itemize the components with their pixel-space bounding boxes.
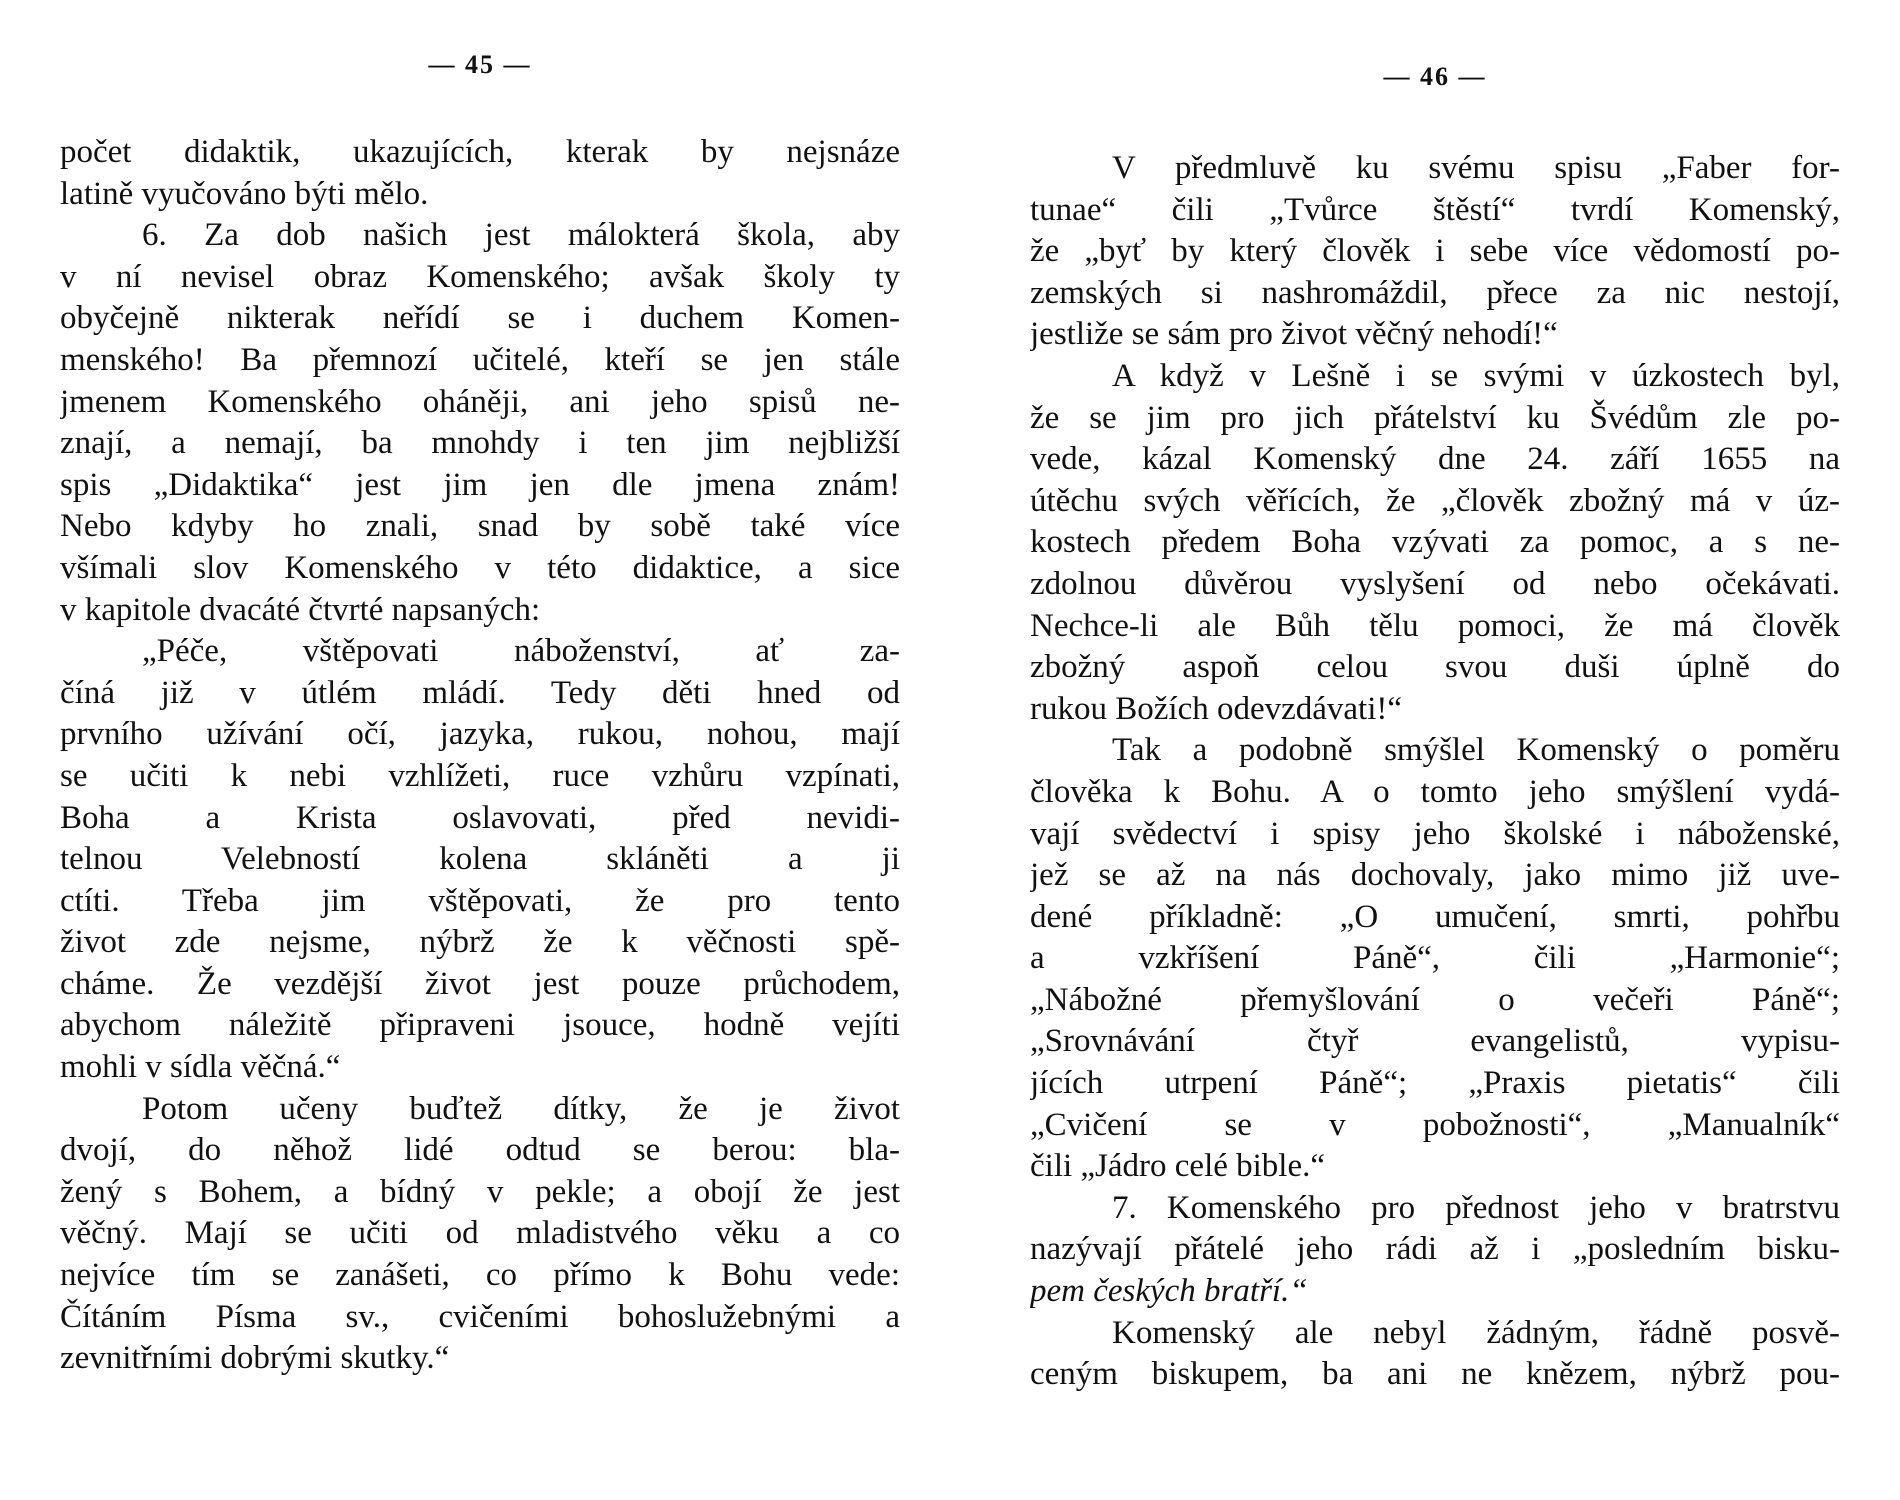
text-line: V předmluvě ku svému spisu „Faber for- [1112,150,1840,186]
page-number: — 45 — [428,50,532,79]
page-number: — 46 — [1383,62,1487,91]
text-line: 7. Komenského pro přednost jeho v bratrstvu [1112,1189,1840,1226]
text-line: jež se až na nás dochovaly, jako mimo již uve- [1030,857,1840,894]
text-line: prvního užívání očí, jazyka, rukou, nohou, mají [60,716,900,753]
text-line: znají, a nemají, ba mnohdy i ten jim nejbližší [60,425,900,462]
text-line: tunae“ čili „Tvůrce štěstí“ tvrdí Komenský, [1030,191,1840,228]
text-line: cháme. Že vezdější život jest pouze průchodem, [60,965,900,1002]
text-line: pem českých bratří.“ [1030,1273,1308,1310]
text-line: žený s Bohem, a bídný v pekle; a obojí že jest [60,1173,900,1210]
text-line: ceným biskupem, ba ani ne knězem, nýbrž pou- [1030,1356,1840,1393]
text-line: kostech předem Boha vzývati za pomoc, a s ne- [1030,524,1840,561]
text-line: jících utrpení Páně“; „Praxis pietatis“ čili [1030,1065,1840,1102]
text-line: útěchu svých věřících, že „člověk zbožný má v úz- [1030,482,1840,519]
text-line: telnou Velebností kolena skláněti a ji [60,841,900,878]
text-line: menského! Ba přemnozí učitelé, kteří se jen stále [60,341,900,378]
right-page [1030,0,1840,1500]
text-line: čili „Jádro celé bible.“ [1030,1148,1326,1185]
text-line: „Cvičení se v pobožnosti“, „Manualník“ [1030,1106,1840,1143]
text-line: v kapitole dvacáté čtvrté napsaných: [60,591,541,628]
text-line: zdolnou důvěrou vyslyšení od nebo očekávati. [1030,565,1840,602]
page-body-text [1030,148,1840,1396]
text-line: zbožný aspoň celou svou duši úplně do [1030,649,1840,686]
text-line: život zde nejsme, nýbrž že k věčnosti spě- [60,924,900,961]
text-line: latině vyučováno býti mělo. [60,175,429,212]
text-line: dené příkladně: „O umučení, smrti, pohřbu [1030,898,1840,935]
text-line: se učiti k nebi vzhlížeti, ruce vzhůru vzpínati, [60,757,900,794]
text-line: zemských si nashromáždil, přece za nic nestojí, [1030,274,1840,311]
text-line: abychom náležitě připraveni jsouce, hodně vejíti [60,1007,900,1044]
text-line: počet didaktik, ukazujících, kterak by nejsnáze [60,134,900,170]
text-line: dvojí, do něhož lidé odtud se berou: bla- [60,1132,900,1169]
text-line: Nechce-li ale Bůh tělu pomoci, že má člověk [1030,607,1840,644]
text-line: zevnitřními dobrými skutky.“ [60,1340,450,1377]
text-line: číná již v útlém mládí. Tedy děti hned od [60,674,900,711]
text-line: Tak a podobně smýšlel Komenský o poměru [1112,732,1840,769]
text-line: ctíti. Třeba jim vštěpovati, že pro tento [60,882,900,919]
text-line: „Nábožné přemyšlování o večeři Páně“; [1030,981,1840,1018]
text-line: Nebo kdyby ho znali, snad by sobě také více [60,508,900,545]
text-line: obyčejně nikterak neřídí se i duchem Komen- [60,300,900,337]
text-line: nejvíce tím se zanášeti, co přímo k Bohu vede: [60,1257,900,1294]
text-line: jmenem Komenského oháněji, ani jeho spisů ne- [60,383,900,420]
text-line: vají svědectví i spisy jeho školské i náboženské, [1030,815,1840,852]
text-line: všímali slov Komenského v této didaktice, a sice [60,549,900,586]
text-line: rukou Božích odevzdávati!“ [1030,690,1403,727]
text-line: A když v Lešně i se svými v úzkostech byl, [1112,357,1840,394]
text-line: jestliže se sám pro život věčný nehodí!“ [1030,316,1558,353]
text-line: „Srovnávání čtyř evangelistů, vypisu- [1030,1023,1840,1060]
text-line: mohli v sídla věčná.“ [60,1049,341,1086]
text-line: vede, kázal Komenský dne 24. září 1655 na [1030,441,1840,478]
text-line: že se jim pro jich přátelství ku Švédům zle po- [1030,399,1840,436]
text-line: a vzkříšení Páně“, čili „Harmonie“; [1030,940,1840,977]
text-line: že „byť by který člověk i sebe více vědomostí po- [1030,233,1840,270]
text-line: věčný. Mají se učiti od mladistvého věku a co [60,1215,900,1252]
text-line: v ní nevisel obraz Komenského; avšak školy ty [60,258,900,295]
text-line: člověka k Bohu. A o tomto jeho smýšlení vydá- [1030,773,1840,810]
text-line: Potom učeny buďtež dítky, že je život [142,1090,900,1127]
text-line: Komenský ale nebyl žádným, řádně posvě- [1112,1314,1840,1351]
left-page [60,0,900,1500]
text-line: nazývají přátelé jeho rádi až i „posledním bisku- [1030,1231,1840,1268]
text-line: Boha a Krista oslavovati, před nevidi- [60,799,900,836]
text-line: spis „Didaktika“ jest jim jen dle jmena znám! [60,466,900,503]
text-line: 6. Za dob našich jest málokterá škola, aby [142,217,900,254]
page-body-text [60,132,900,1380]
text-line: „Péče, vštěpovati náboženství, ať za- [142,633,900,670]
text-line: Čítáním Písma sv., cvičeními bohoslužebnými a [60,1298,900,1335]
